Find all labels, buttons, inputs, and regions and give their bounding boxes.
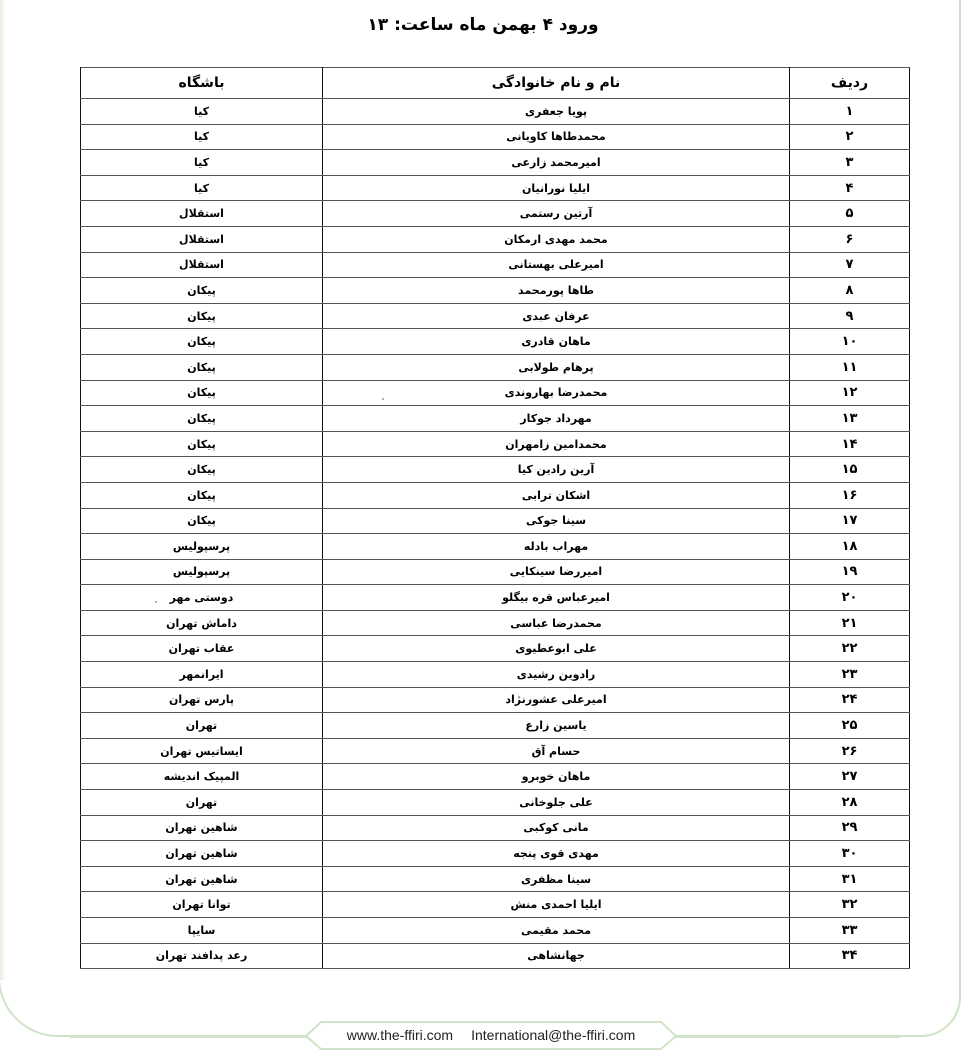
table-row	[81, 431, 910, 457]
table-row	[81, 508, 910, 534]
player-name-cell: ماهان خوبرو	[323, 764, 790, 790]
table-row	[81, 585, 910, 611]
club-cell: پارس تهران	[81, 687, 323, 713]
player-name-cell: امیرعباس قره بیگلو	[323, 585, 790, 611]
row-number-cell: ۲۶	[790, 738, 910, 764]
table-row	[81, 662, 910, 688]
table-row	[81, 124, 910, 150]
player-name-cell: محمدرضا عباسی	[323, 610, 790, 636]
row-number-cell: ۱۰	[790, 329, 910, 355]
row-number-cell: ۲۱	[790, 610, 910, 636]
row-number-cell: ۳	[790, 150, 910, 176]
player-name-cell: محمد مقیمی	[323, 918, 790, 944]
table-row	[81, 610, 910, 636]
table-row	[81, 150, 910, 176]
club-cell: کیا	[81, 124, 323, 150]
club-cell: پرسپولیس	[81, 559, 323, 585]
player-name-cell: جهانشاهی	[323, 943, 790, 969]
player-name-cell: مانی کوکبی	[323, 815, 790, 841]
club-cell: پرسپولیس	[81, 534, 323, 560]
table-row	[81, 354, 910, 380]
player-name-cell: آرتین رستمی	[323, 201, 790, 227]
player-name-cell: مهراب بادله	[323, 534, 790, 560]
player-name-cell: طاها پورمحمد	[323, 278, 790, 304]
table-row	[81, 738, 910, 764]
table-row	[81, 99, 910, 125]
table-row	[81, 252, 910, 278]
player-name-cell: امیرعلی عشورنژاد	[323, 687, 790, 713]
player-name-cell: اشکان ترابی	[323, 482, 790, 508]
row-number-cell: ۱۲	[790, 380, 910, 406]
roster-table	[80, 67, 910, 969]
club-cell: ایساتیس تهران	[81, 738, 323, 764]
page-frame-left-edge	[0, 0, 6, 980]
row-number-cell: ۲۰	[790, 585, 910, 611]
player-name-cell: ایلیا احمدی منش	[323, 892, 790, 918]
player-name-cell: رادوین رشیدی	[323, 662, 790, 688]
scan-speck	[382, 398, 384, 400]
club-cell: کیا	[81, 175, 323, 201]
row-number-cell: ۷	[790, 252, 910, 278]
footer-website-link[interactable]: www.the-ffiri.com	[346, 1027, 454, 1043]
club-cell: استقلال	[81, 226, 323, 252]
header-row-number: ردیف	[790, 68, 910, 99]
row-number-cell: ۲۳	[790, 662, 910, 688]
club-cell: توانا تهران	[81, 892, 323, 918]
club-cell: پیکان	[81, 508, 323, 534]
row-number-cell: ۹	[790, 303, 910, 329]
table-row	[81, 918, 910, 944]
club-cell: پیکان	[81, 354, 323, 380]
club-cell: استقلال	[81, 252, 323, 278]
row-number-cell: ۱۵	[790, 457, 910, 483]
row-number-cell: ۱۸	[790, 534, 910, 560]
table-row	[81, 457, 910, 483]
club-cell: پیکان	[81, 278, 323, 304]
document-title: ورود ۴ بهمن ماه ساعت: ۱۳	[367, 15, 599, 35]
row-number-cell: ۲۷	[790, 764, 910, 790]
player-name-cell: مهدی قوی پنجه	[323, 841, 790, 867]
player-name-cell: محمدرضا بهاروندی	[323, 380, 790, 406]
row-number-cell: ۲۴	[790, 687, 910, 713]
row-number-cell: ۳۳	[790, 918, 910, 944]
row-number-cell: ۱۳	[790, 406, 910, 432]
club-cell: کیا	[81, 99, 323, 125]
table-row	[81, 790, 910, 816]
table-row	[81, 559, 910, 585]
table-row	[81, 764, 910, 790]
club-cell: داماش تهران	[81, 610, 323, 636]
club-cell: پیکان	[81, 457, 323, 483]
club-cell: رعد پدافند تهران	[81, 943, 323, 969]
table-row	[81, 303, 910, 329]
footer-contact-badge	[305, 1021, 677, 1050]
table-row	[81, 201, 910, 227]
row-number-cell: ۲۲	[790, 636, 910, 662]
row-number-cell: ۴	[790, 175, 910, 201]
club-cell: دوستی مهر	[81, 585, 323, 611]
club-cell: پیکان	[81, 380, 323, 406]
table-row	[81, 866, 910, 892]
club-cell: شاهین تهران	[81, 815, 323, 841]
row-number-cell: ۸	[790, 278, 910, 304]
footer-contact-text	[305, 1027, 677, 1043]
player-name-cell: محمدطاها کاویانی	[323, 124, 790, 150]
table-row	[81, 841, 910, 867]
club-cell: المپیک اندیشه	[81, 764, 323, 790]
club-cell: پیکان	[81, 406, 323, 432]
row-number-cell: ۵	[790, 201, 910, 227]
player-name-cell: آرین رادین کیا	[323, 457, 790, 483]
row-number-cell: ۱۱	[790, 354, 910, 380]
row-number-cell: ۲	[790, 124, 910, 150]
row-number-cell: ۱۹	[790, 559, 910, 585]
club-cell: پیکان	[81, 431, 323, 457]
table-row	[81, 943, 910, 969]
table-row	[81, 175, 910, 201]
table-row	[81, 329, 910, 355]
row-number-cell: ۱۴	[790, 431, 910, 457]
club-cell: پیکان	[81, 482, 323, 508]
row-number-cell: ۳۴	[790, 943, 910, 969]
table-row	[81, 713, 910, 739]
table-row	[81, 636, 910, 662]
header-full-name: نام و نام خانوادگی	[323, 68, 790, 99]
player-name-cell: عرفان عبدی	[323, 303, 790, 329]
table-row	[81, 406, 910, 432]
player-name-cell: سینا جوکی	[323, 508, 790, 534]
player-name-cell: محمد مهدی ارمکان	[323, 226, 790, 252]
row-number-cell: ۲۵	[790, 713, 910, 739]
club-cell: پیکان	[81, 303, 323, 329]
scan-speck	[155, 601, 157, 603]
row-number-cell: ۱	[790, 99, 910, 125]
player-name-cell: مهرداد جوکار	[323, 406, 790, 432]
club-cell: ایرانمهر	[81, 662, 323, 688]
row-number-cell: ۳۱	[790, 866, 910, 892]
table-row	[81, 278, 910, 304]
roster-table-body	[81, 99, 910, 969]
club-cell: تهران	[81, 790, 323, 816]
player-name-cell: پویا جعفری	[323, 99, 790, 125]
player-name-cell: محمدامین زامهران	[323, 431, 790, 457]
player-name-cell: ایلیا نورانیان	[323, 175, 790, 201]
player-name-cell: حسام آق	[323, 738, 790, 764]
row-number-cell: ۳۰	[790, 841, 910, 867]
player-name-cell: علی جلوخانی	[323, 790, 790, 816]
club-cell: شاهین تهران	[81, 866, 323, 892]
table-row	[81, 380, 910, 406]
footer-rule-left	[70, 1036, 310, 1038]
row-number-cell: ۲۹	[790, 815, 910, 841]
row-number-cell: ۱۷	[790, 508, 910, 534]
table-row	[81, 482, 910, 508]
row-number-cell: ۲۸	[790, 790, 910, 816]
player-name-cell: علی ابوعطیوی	[323, 636, 790, 662]
player-name-cell: سینا مظفری	[323, 866, 790, 892]
player-name-cell: امیرعلی بهستانی	[323, 252, 790, 278]
footer-email-link[interactable]: International@the-ffiri.com	[471, 1027, 636, 1043]
player-name-cell: امیررضا سینکایی	[323, 559, 790, 585]
table-row	[81, 892, 910, 918]
table-row	[81, 226, 910, 252]
player-name-cell: امیرمحمد زارعی	[323, 150, 790, 176]
table-row	[81, 815, 910, 841]
player-name-cell: پرهام طولابی	[323, 354, 790, 380]
row-number-cell: ۶	[790, 226, 910, 252]
club-cell: شاهین تهران	[81, 841, 323, 867]
club-cell: عقاب تهران	[81, 636, 323, 662]
row-number-cell: ۳۲	[790, 892, 910, 918]
club-cell: تهران	[81, 713, 323, 739]
club-cell: پیکان	[81, 329, 323, 355]
table-row	[81, 534, 910, 560]
club-cell: کیا	[81, 150, 323, 176]
footer-rule-right	[670, 1036, 900, 1038]
club-cell: سایپا	[81, 918, 323, 944]
table-header-row	[81, 68, 910, 99]
player-name-cell: ماهان قادری	[323, 329, 790, 355]
player-name-cell: یاسین زارع	[323, 713, 790, 739]
table-row	[81, 687, 910, 713]
row-number-cell: ۱۶	[790, 482, 910, 508]
header-club: باشگاه	[81, 68, 323, 99]
club-cell: استقلال	[81, 201, 323, 227]
